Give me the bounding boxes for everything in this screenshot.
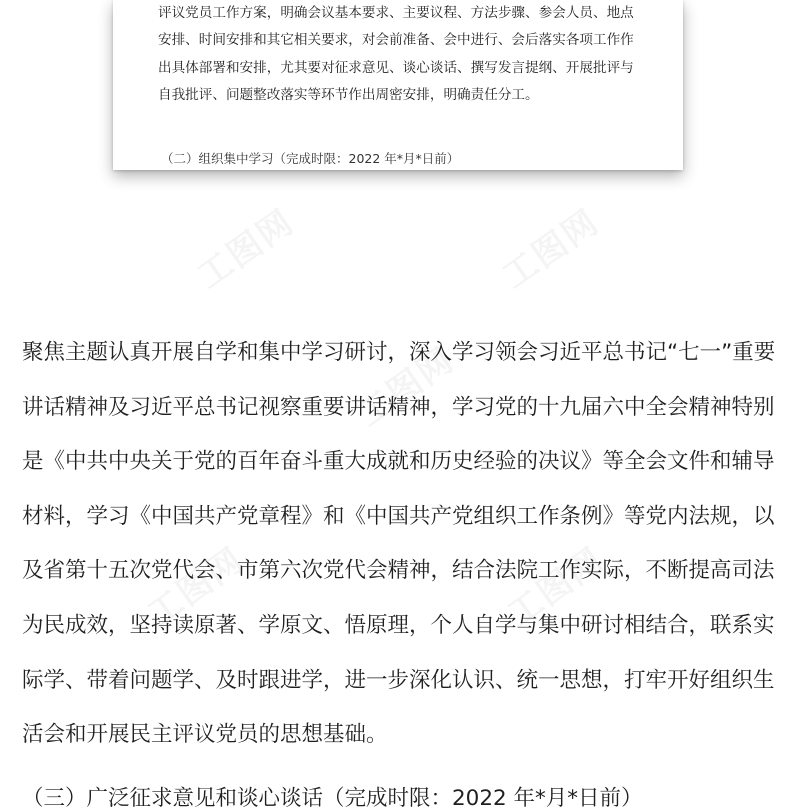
card-subheading: （二）组织集中学习（完成时限：2022 年*月*日前） [161,151,460,166]
body-line: 际学、带着问题学、及时跟进学，进一步深化认识、统一思想，打牢开好组织生 [22,667,775,693]
watermark: 工图网 [495,202,607,297]
section-heading: （三）广泛征求意见和谈心谈话（完成时限：2022 年*月*日前） [22,786,643,811]
card-paragraph [158,0,663,109]
watermark: 工图网 [140,540,252,635]
body-line: 是《中共中央关于党的百年奋斗重大成就和历史经验的决议》等全会文件和辅导 [22,449,775,475]
body-line: 材料，学习《中国共产党章程》和《中国共产党组织工作条例》等党内法规，以 [22,503,775,529]
body-line: 聚焦主题认真开展自学和集中学习研讨，深入学习领会习近平总书记“七一”重要 [22,340,776,365]
body-line: 活会和开展民主评议党员的思想基础。 [22,722,388,748]
card-line: 评议党员工作方案，明确会议基本要求、主要议程、方法步骤、参会人员、地点 [158,5,634,21]
watermark: 工图网 [190,202,302,297]
watermark: 工图网 [500,540,612,635]
body-line: 为民成效，坚持读原著、学原文、悟原理，个人自学与集中研讨相结合，联系实 [22,612,775,638]
document-page-card [113,0,683,170]
body-paragraph [22,326,792,763]
card-line: 自我批评、问题整改落实等环节作出周密安排，明确责任分工。 [158,86,539,103]
body-line: 及省第十五次党代会、市第六次党代会精神，结合法院工作实际，不断提高司法 [22,558,775,584]
card-line: 安排、时间安排和其它相关要求，对会前准备、会中进行、会后落实各项工作作 [158,32,634,49]
watermark: 工图网 [350,340,462,435]
body-line: 讲话精神及习近平总书记视察重要讲话精神，学习党的十九届六中全会精神特别 [22,394,775,420]
card-line: 出具体部署和安排，尤其要对征求意见、谈心谈话、撰写发言提纲、开展批评与 [158,59,634,76]
